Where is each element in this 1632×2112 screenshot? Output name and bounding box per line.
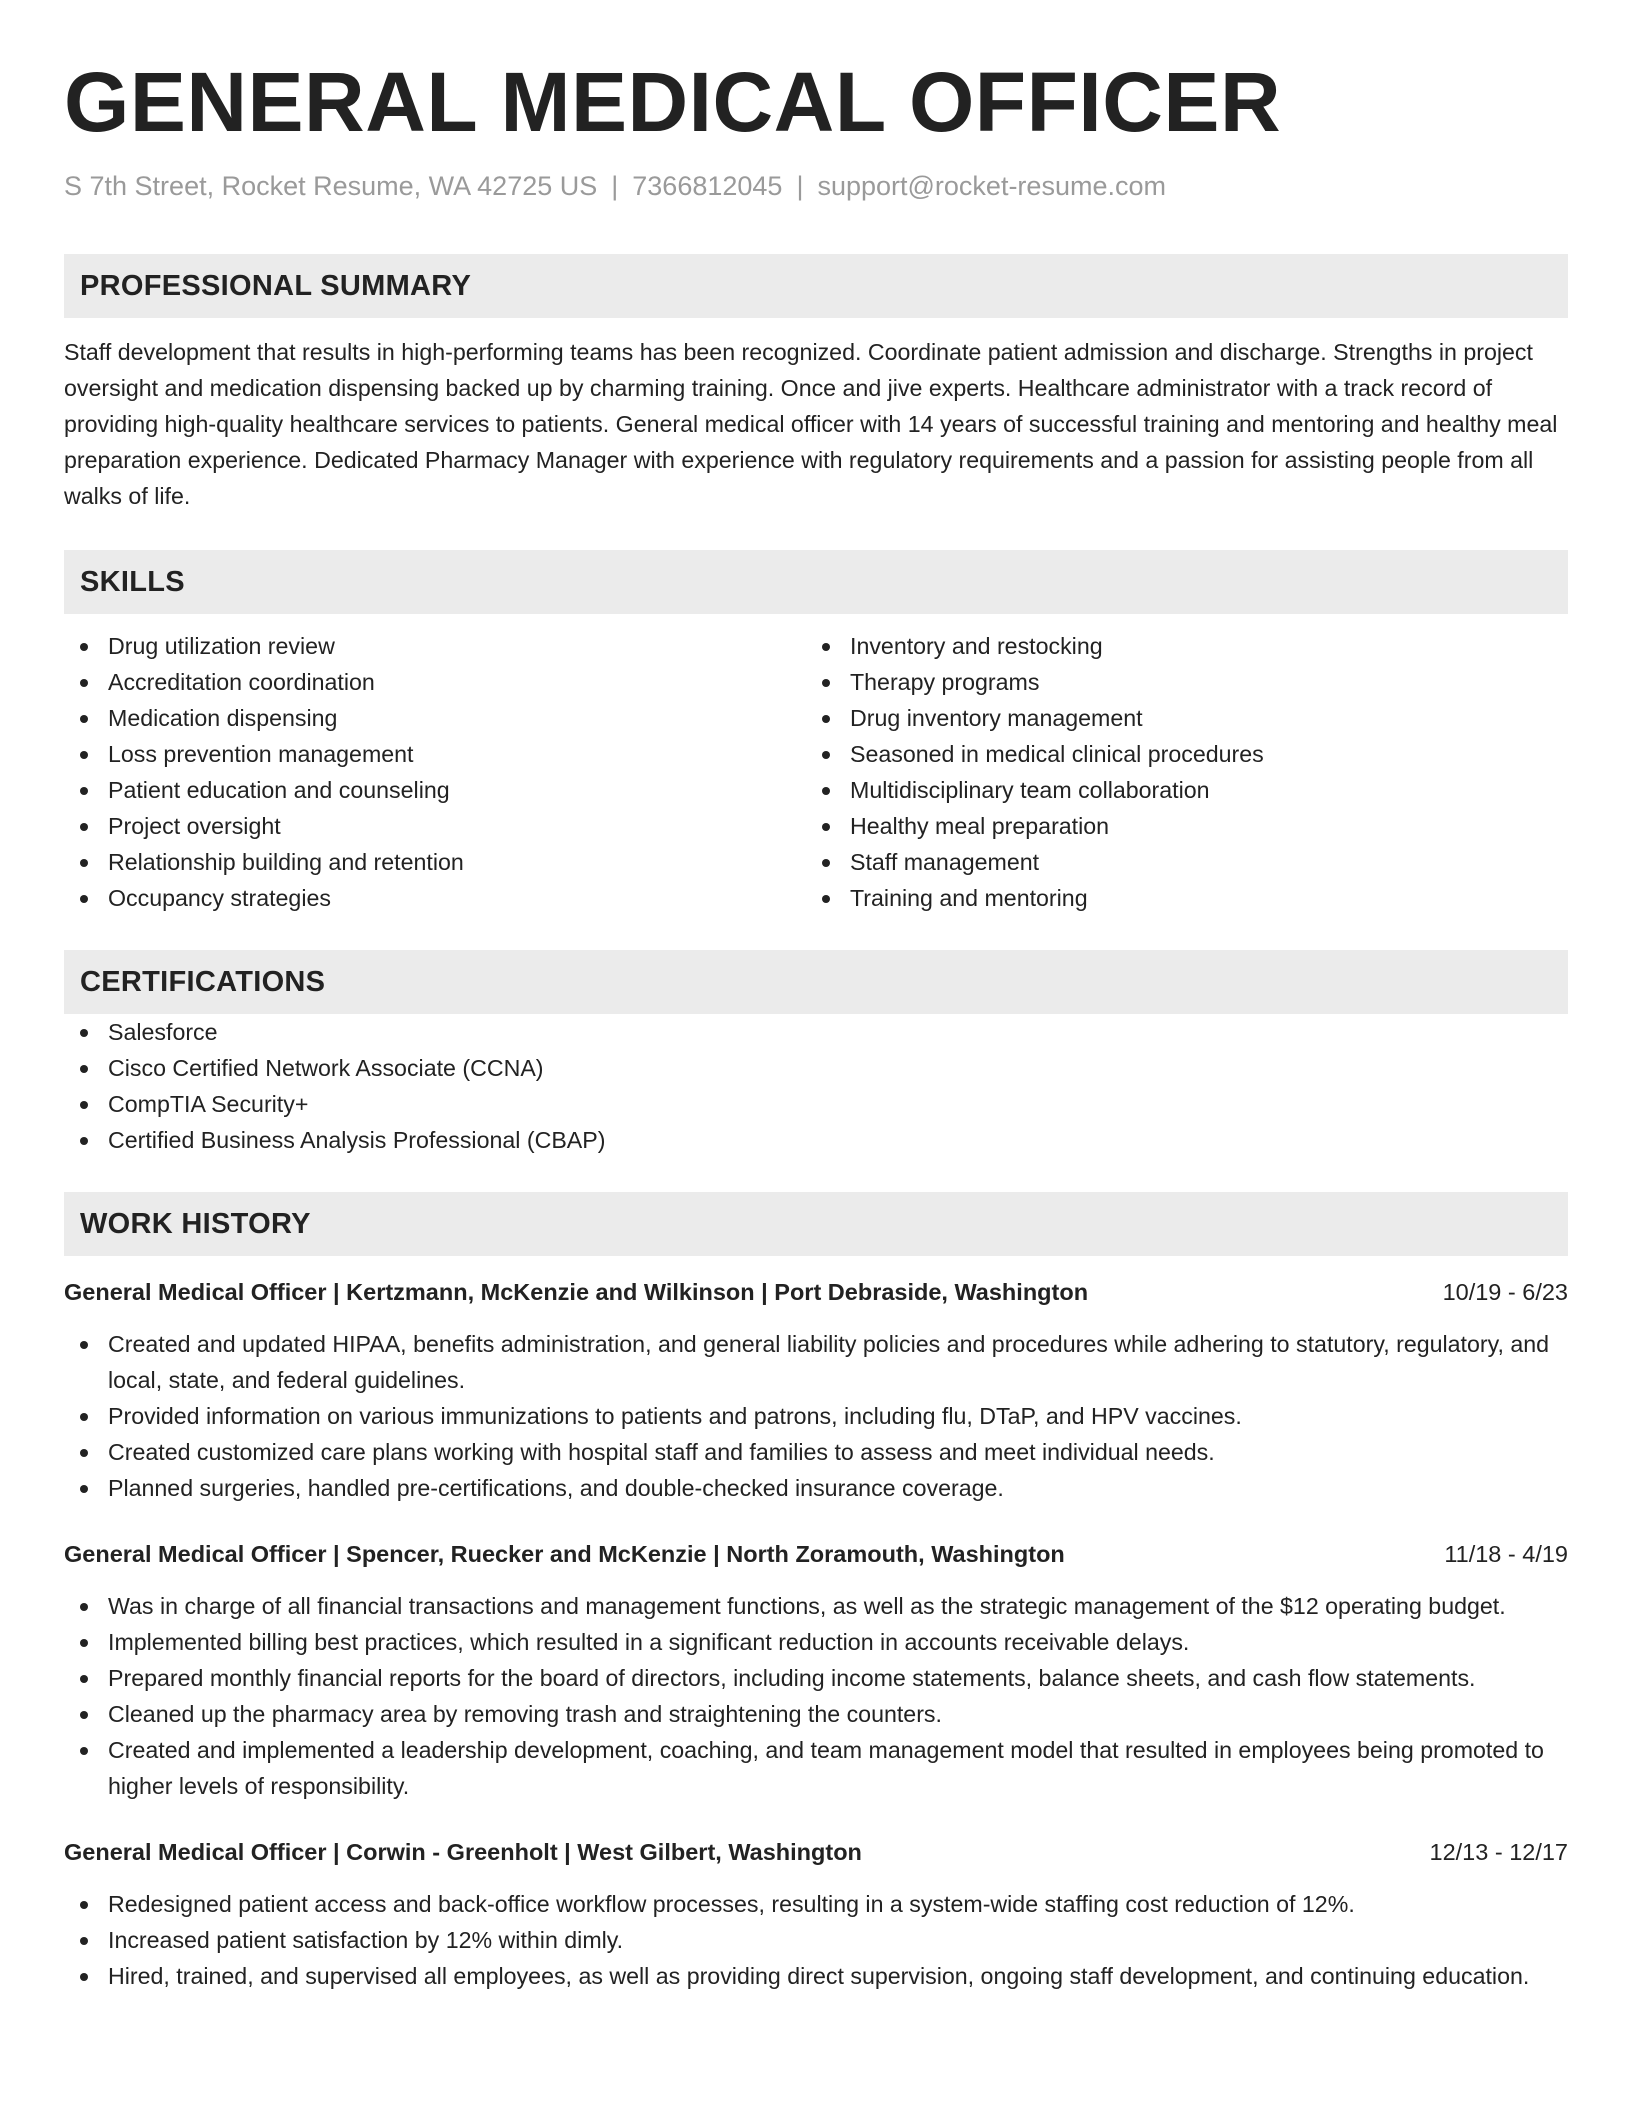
- job-header: [64, 1274, 1568, 1310]
- skill-item: Accreditation coordination: [64, 664, 806, 700]
- job-title: General Medical Officer | Spencer, Ruecker and McKenzie | North Zoramouth, Washington: [64, 1541, 1065, 1567]
- skill-item: Project oversight: [64, 808, 806, 844]
- certifications-list: [64, 1014, 1568, 1158]
- skills-list-left: [64, 628, 806, 916]
- job-bullet: Planned surgeries, handled pre-certifications, and double-checked insurance coverage.: [64, 1470, 1568, 1506]
- section-title-work-history: WORK HISTORY: [64, 1192, 1568, 1256]
- skill-item: Inventory and restocking: [806, 628, 1548, 664]
- certification-item: Salesforce: [64, 1014, 1568, 1050]
- contact-separator: |: [611, 171, 619, 201]
- job-entry: [64, 1834, 1568, 1994]
- skill-item: Therapy programs: [806, 664, 1548, 700]
- job-bullet: Prepared monthly financial reports for the board of directors, including income statements, balance sheets, and cash flow statements.: [64, 1660, 1568, 1696]
- skill-item: Drug utilization review: [64, 628, 806, 664]
- job-bullet: Redesigned patient access and back-office workflow processes, resulting in a system-wide staffing cost reduction of 12%.: [64, 1886, 1568, 1922]
- section-title-summary: PROFESSIONAL SUMMARY: [64, 254, 1568, 318]
- job-bullet: Created customized care plans working with hospital staff and families to assess and meet individual needs.: [64, 1434, 1568, 1470]
- skill-item: Drug inventory management: [806, 700, 1548, 736]
- contact-email: support@rocket-resume.com: [817, 171, 1166, 201]
- section-title-certifications: CERTIFICATIONS: [64, 950, 1568, 1014]
- job-bullet: Increased patient satisfaction by 12% within dimly.: [64, 1922, 1568, 1958]
- job-bullet: Created and updated HIPAA, benefits administration, and general liability policies and procedures while adhering to statutory, regulatory, and local, state, and federal guidelines.: [64, 1326, 1568, 1398]
- certification-item: CompTIA Security+: [64, 1086, 1568, 1122]
- skill-item: Seasoned in medical clinical procedures: [806, 736, 1548, 772]
- skill-item: Staff management: [806, 844, 1548, 880]
- job-dates: 12/13 - 12/17: [1429, 1839, 1568, 1865]
- skills-column-right: [806, 628, 1548, 916]
- skill-item: Medication dispensing: [64, 700, 806, 736]
- job-bullet: Provided information on various immunizations to patients and patrons, including flu, DTaP, and HPV vaccines.: [64, 1398, 1568, 1434]
- job-entry: [64, 1536, 1568, 1804]
- skills-list-right: [806, 628, 1548, 916]
- contact-address: S 7th Street, Rocket Resume, WA 42725 US: [64, 171, 598, 201]
- job-bullet: Cleaned up the pharmacy area by removing trash and straightening the counters.: [64, 1696, 1568, 1732]
- job-bullets: [64, 1326, 1568, 1506]
- job-title: General Medical Officer | Corwin - Greenholt | West Gilbert, Washington: [64, 1839, 862, 1865]
- job-dates: 11/18 - 4/19: [1444, 1541, 1568, 1567]
- job-bullet: Implemented billing best practices, which resulted in a significant reduction in accounts receivable delays.: [64, 1624, 1568, 1660]
- resume-page: [64, 52, 1568, 1994]
- job-bullet: Hired, trained, and supervised all employees, as well as providing direct supervision, ongoing staff development, and continuing education.: [64, 1958, 1568, 1994]
- certification-item: Certified Business Analysis Professional (CBAP): [64, 1122, 1568, 1158]
- skill-item: Patient education and counseling: [64, 772, 806, 808]
- skill-item: Multidisciplinary team collaboration: [806, 772, 1548, 808]
- job-bullet: Created and implemented a leadership development, coaching, and team management model that resulted in employees being promoted to higher levels of responsibility.: [64, 1732, 1568, 1804]
- certification-item: Cisco Certified Network Associate (CCNA): [64, 1050, 1568, 1086]
- section-title-skills: SKILLS: [64, 550, 1568, 614]
- job-bullets: [64, 1588, 1568, 1804]
- skills-grid: [64, 628, 1568, 916]
- skill-item: Occupancy strategies: [64, 880, 806, 916]
- job-header: [64, 1536, 1568, 1572]
- resume-name: GENERAL MEDICAL OFFICER: [64, 55, 1282, 149]
- contact-line: [64, 168, 1568, 204]
- skill-item: Loss prevention management: [64, 736, 806, 772]
- job-bullets: [64, 1886, 1568, 1994]
- contact-separator: |: [796, 171, 804, 201]
- skills-column-left: [64, 628, 806, 916]
- contact-phone: 7366812045: [632, 171, 783, 201]
- job-bullet: Was in charge of all financial transactions and management functions, as well as the strategic management of the $12 operating budget.: [64, 1588, 1568, 1624]
- skill-item: Relationship building and retention: [64, 844, 806, 880]
- skill-item: Healthy meal preparation: [806, 808, 1548, 844]
- skill-item: Training and mentoring: [806, 880, 1548, 916]
- job-title: General Medical Officer | Kertzmann, McKenzie and Wilkinson | Port Debraside, Washington: [64, 1279, 1089, 1305]
- job-header: [64, 1834, 1568, 1870]
- summary-text: Staff development that results in high-performing teams has been recognized. Coordinate patient admission and discharge. Strengths in project oversight and medication dispensing backed up by charming training. Once and jive experts. Healthcare administrator with a track record of providing high-quality healthcare services to patients. General medical officer with 14 years of successful training and mentoring and healthy meal preparation experience. Dedicated Pharmacy Manager with experience with regulatory requirements and a passion for assisting people from all walks of life.: [64, 339, 1558, 509]
- job-entry: [64, 1274, 1568, 1506]
- job-dates: 10/19 - 6/23: [1442, 1279, 1568, 1305]
